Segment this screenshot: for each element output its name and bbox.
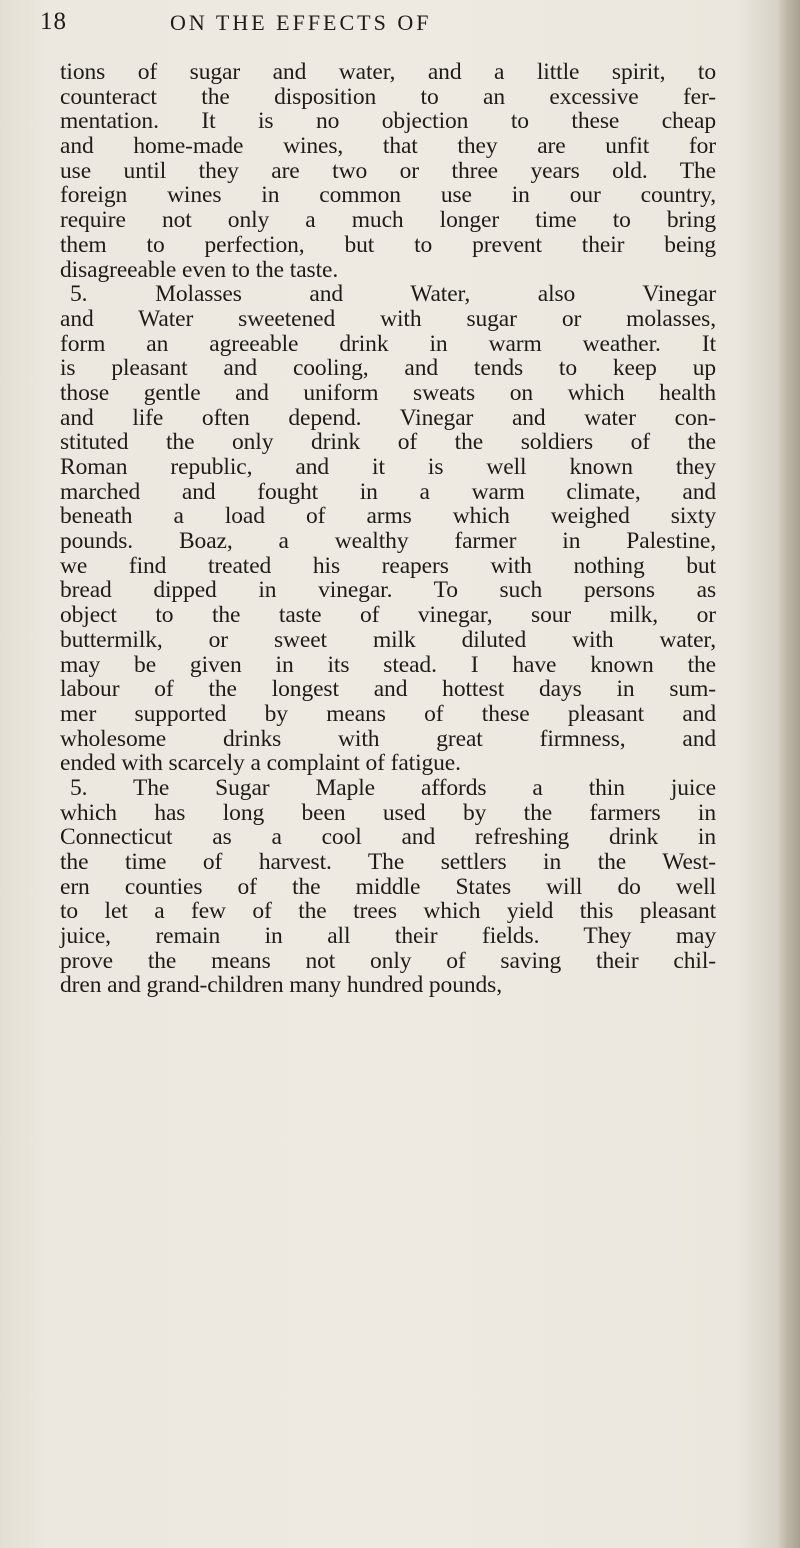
text-line: the time of harvest. The settlers in the West- bbox=[60, 849, 716, 875]
text-line: pounds. Boaz, a wealthy farmer in Palestine, bbox=[60, 528, 716, 555]
text-line: buttermilk, or sweet milk diluted with water, bbox=[60, 626, 716, 653]
text-line: is pleasant and cooling, and tends to keep up bbox=[60, 355, 716, 382]
text-line: ended with scarcely a complaint of fatigue. bbox=[60, 750, 461, 777]
text-line: 5. The Sugar Maple affords a thin juice bbox=[70, 774, 716, 801]
text-line: stituted the only drink of the soldiers of the bbox=[60, 429, 716, 456]
text-line: beneath a load of arms which weighed sixty bbox=[60, 503, 716, 530]
text-line: form an agreeable drink in warm weather. It bbox=[60, 330, 716, 357]
text-line: foreign wines in common use in our country, bbox=[60, 182, 716, 209]
text-line: ern counties of the middle States will do well bbox=[60, 873, 716, 900]
text-line: Roman republic, and it is well known they bbox=[60, 454, 716, 480]
page-number: 18 bbox=[40, 8, 67, 35]
text-line: those gentle and uniform sweats on which health bbox=[60, 379, 716, 406]
text-line: to let a few of the trees which yield this pleasant bbox=[60, 898, 716, 925]
text-line: them to perfection, but to prevent their being bbox=[60, 231, 716, 258]
text-line: mentation. It is no objection to these cheap bbox=[60, 108, 716, 135]
text-line: may be given in its stead. I have known the bbox=[60, 651, 716, 678]
text-line: use until they are two or three years old. The bbox=[60, 157, 716, 184]
text-line: bread dipped in vinegar. To such persons as bbox=[60, 577, 716, 604]
text-line: which has long been used by the farmers in bbox=[60, 799, 716, 826]
text-line: mer supported by means of these pleasant and bbox=[60, 700, 716, 727]
text-line: disagreeable even to the taste. bbox=[60, 256, 339, 283]
page-edge-shadow bbox=[778, 0, 800, 1548]
text-line: 5. Molasses and Water, also Vinegar bbox=[70, 281, 716, 308]
text-line: object to the taste of vinegar, sour milk, or bbox=[60, 602, 716, 629]
text-line: labour of the longest and hottest days in sum- bbox=[60, 676, 716, 703]
text-line: and life often depend. Vinegar and water con- bbox=[60, 404, 716, 431]
text-line: marched and fought in a warm climate, and bbox=[60, 478, 716, 505]
running-head: ON THE EFFECTS OF bbox=[170, 10, 432, 35]
body-text bbox=[60, 60, 716, 998]
text-line: counteract the disposition to an excessive fer- bbox=[60, 83, 716, 110]
text-line: require not only a much longer time to bring bbox=[60, 207, 716, 234]
text-line: juice, remain in all their fields. They may bbox=[60, 923, 716, 950]
text-line: and home-made wines, that they are unfit for bbox=[60, 133, 716, 160]
text-line: we find treated his reapers with nothing but bbox=[60, 552, 716, 579]
page-header bbox=[40, 8, 740, 48]
text-line: dren and grand-children many hundred pounds, bbox=[60, 972, 502, 999]
text-line: Connecticut as a cool and refreshing drink in bbox=[60, 824, 716, 851]
text-line: tions of sugar and water, and a little spirit, to bbox=[60, 59, 716, 85]
text-line: wholesome drinks with great firmness, and bbox=[60, 725, 716, 752]
text-line: prove the means not only of saving their chil- bbox=[60, 947, 716, 974]
text-line: and Water sweetened with sugar or molasses, bbox=[60, 305, 716, 332]
